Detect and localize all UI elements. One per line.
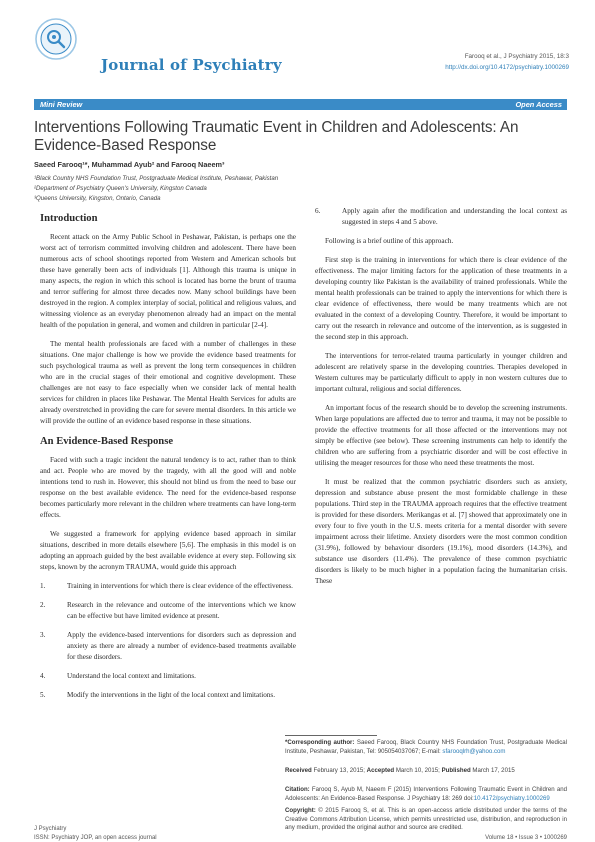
list-item: 6. Apply again after the modification and understanding the local context as suggested in steps 4 and 5 above.: [315, 207, 567, 226]
paragraph: It must be realized that the common psychiatric disorders such as anxiety, depression and substance abuse present the most formidable challenge in these populations. Third step in the TRAUMA approach requires that the effective treatment is provided for these disorders. Merikangas et al. [7] showed that approximately one in every four to five youth in the U.S. meets criteria for a mental disorder with severe impairment across their lifetime. Anxiety disorders were the most common condition (31.9%), followed by behaviour disorders (19.1%), mood disorders (14.3%), and substance use disorders (11.4%). The prevalence of these common psychiatric disorders is likely to be much higher in a population facing the humanitarian crisis. These: [315, 478, 567, 585]
author-list: Saeed Farooq¹*, Muhammad Ayub² and Farooq Naeem³: [34, 160, 225, 169]
trauma-steps-list: [40, 581, 296, 701]
section-heading-evidence-based-response: An Evidence-Based Response: [40, 436, 174, 447]
copyright-note: Copyright: © 2015 Farooq S, et al. This is an open-access article distributed under the terms of the Creative Commons Attribution License, which permits unrestricted use, distribution, and reproduction in any medium, provided the original author and source are credited.: [285, 807, 567, 832]
affiliation: ³Queens University, Kingston, Ontario, Canada: [34, 195, 161, 202]
paragraph: We suggested a framework for applying evidence based approach in similar situations, described in more details elsewhere [5,6]. The emphasis in this model is on adopting an approach guided by the best available evidence at every step. Following six steps, known by the acronym TRAUMA, would guide this approach: [40, 530, 296, 571]
paragraph: An important focus of the research should be to develop the screening instruments. When large populations are affected due to terror and trauma, it may not be possible to provide the effective treatments for all those affected or the interventions may not simply be effective (see below). These screening instruments can help to identify the children who are suffering from a psychiatric disorder and will be cost effective in utilising the meager resources for those who need these treatments the most.: [315, 404, 567, 467]
article-title: Interventions Following Traumatic Event in Children and Adolescents: An Evidence-Based Response: [34, 119, 519, 154]
affiliation: ²Department of Psychiatry Queen's University, Kingston Canada: [34, 185, 207, 192]
list-item: 3. Apply the evidence-based interventions for disorders such as depression and anxiety as there are already a number of evidence-based treatments available for these disorders.: [40, 631, 296, 661]
left-column: [40, 206, 296, 709]
footer-volume: Volume 18 • Issue 3 • 1000269: [485, 835, 567, 841]
footer-journal: J Psychiatry: [34, 826, 67, 832]
section-heading-introduction: Introduction: [40, 213, 98, 224]
article-type-bar: [34, 99, 567, 110]
paragraph: Recent attack on the Army Public School in Peshawar, Pakistan, is perhaps one the worst act of terrorism committed involving children and adolescent. There have been numerous acts of school shootings reported from Western and American schools but these have generally been acts of individuals [1]. Although this trauma is unique in many aspects, the region in which this school is located has borne the brunt of trauma and terror suffering for almost three decades now. Many school buildings have been destroyed in the region. A complex interplay of social, political and religious values, and witnessing violence as an everyday phenomenon already had an impact on the mental health of the population in general, and women and children in particular [2-4].: [40, 233, 296, 329]
list-item: 4. Understand the local context and limitations.: [40, 672, 196, 680]
list-item: 2. Research in the relevance and outcome of the interventions which we know can be effective but have limited evidence at present.: [40, 601, 296, 620]
list-item: 1. Training in interventions for which there is clear evidence of the effectiveness.: [40, 582, 293, 590]
dates-note: Received February 13, 2015; Accepted March 10, 2015; Published March 17, 2015: [285, 767, 515, 774]
list-item: 5. Modify the interventions in the light of the local context and limitations.: [40, 691, 275, 699]
article-type-label: Mini Review: [40, 100, 83, 109]
paragraph: Faced with such a tragic incident the natural tendency is to act, rather than to think and act. People who are moved by the tragedy, with all the good will and noble intentions tend to rush in. However, this should not blind us from the need to base our response on the best available evidence. The need for the evidence-based response becomes particularly more relevant in the children where treatments can have long-term effects.: [40, 456, 296, 519]
email-link[interactable]: sfarooqlrh@yahoo.com: [442, 747, 506, 755]
citation-note: Citation: Farooq S, Ayub M, Naeem F (2015) Interventions Following Traumatic Event in Children and Adolescents: An Evidence-Based Response. J Psychiatry 18: 269 doi:10.4172/psychiatry.1000269: [285, 786, 567, 802]
journal-name: Journal of Psychiatry: [101, 56, 282, 74]
paragraph: The mental health professionals are faced with a number of challenges in these situations. One major challenge is how we provide the evidence based treatments for such psychological trauma as well as prevent the long term consequences in children who are in the crucial stages of their emotional and cognitive development. These challenges are not easy to face especially when we consider lack of mental health services for children in places like Peshawar. The Mental Health Services for adults are already overstretched in providing the care for severe mental disorders. In this article we will provide the outline of an evidence based response in these situations.: [40, 340, 296, 425]
affiliation: ¹Black Country NHS Foundation Trust, Postgraduate Medical Institute, Peshawar, Pakistan: [34, 175, 279, 182]
citation-line: Farooq et al., J Psychiatry 2015, 18:3: [464, 53, 569, 60]
footnote-rule: [285, 735, 377, 736]
doi-link[interactable]: 10.4172/psychiatry.1000269: [473, 794, 550, 802]
open-access-label: Open Access: [515, 100, 562, 109]
paragraph: Following is a brief outline of this approach.: [325, 237, 454, 245]
doi-link[interactable]: http://dx.doi.org/10.4172/psychiatry.1000269: [445, 64, 569, 71]
footer-issn: ISSN: Psychiatry JOP, an open access journal: [34, 835, 157, 841]
corresponding-author-note: *Corresponding author: Saeed Farooq, Black Country NHS Foundation Trust, Postgraduate Medical Institute, Peshawar, Pakistan, Tel: 905054037067; E-mail: sfarooqlrh@yahoo.com: [285, 739, 567, 755]
journal-logo: [34, 17, 78, 61]
paragraph: First step is the training in interventions for which there is clear evidence of the effectiveness. The major limiting factors for the application of these treatments in a developing country like Pakistan is the availability of trained professionals. While the mental health professionals can be trained to apply the interventions for which there is clear evidence of effectiveness, there would be many treatments which are not evaluated in the context of a developing Country. Therefore, it would be important to carry out the research in relevance and outcome of the intervention, as is suggested in the second step in this approach.: [315, 256, 567, 341]
right-column: [315, 206, 567, 595]
paragraph: The interventions for terror-related trauma particularly in younger children and adolescent are relatively sparse in the developing countries. Therapies developed in Western cultures may be particularly difficult to apply in non western cultures due to important cultural, religious and social differences.: [315, 352, 567, 393]
